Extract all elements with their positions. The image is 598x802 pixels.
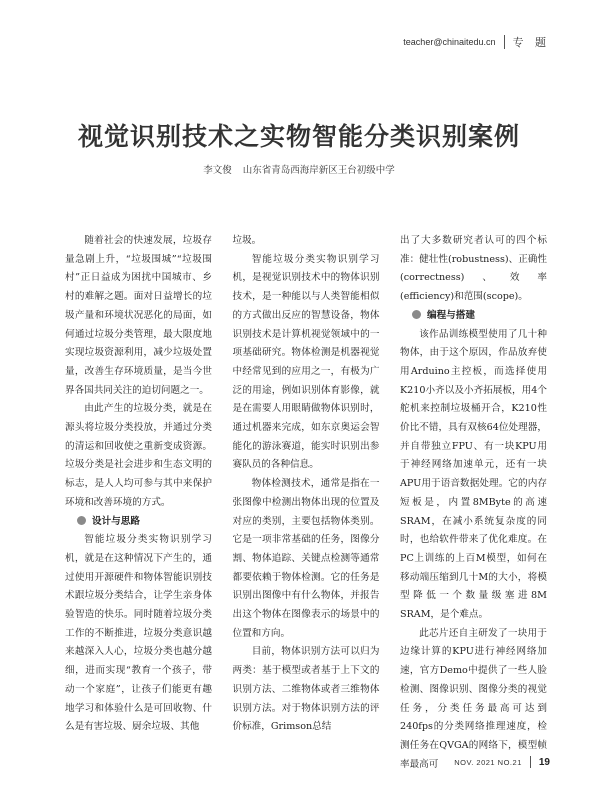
paragraph: 智能垃圾分类实物识别学习机，是视觉识别技术中的物体识别技术，是一种能以与人类智能相似的方式做出反应的智慧设备，物体识别技术是计算机视觉领域中的一项基础研究。物体检测是机器视觉中经常见到的应用之一，有极为广泛的用途，例如识别体育影像，就是在需要人用眼睛做物体识别时，通过机器来完成，如东京奥运会智能化的游泳赛道，能实时识别出参赛队员的各种信息。 (232, 253, 380, 471)
author-affiliation: 山东省青岛西海岸新区王台初级中学 (242, 165, 395, 176)
author-name: 李文俊 (203, 165, 232, 176)
paragraph: 由此产生的垃圾分类，就是在源头将垃圾分类投放，并通过分类的清运和回收使之重新变成资源。垃圾分类是社会进步和生态文明的标志，是人人均可参与其中来保护环境和改善环境的方式。 (65, 403, 212, 508)
paragraph: 物体检测技术，通常是指在一张图像中检测出物体出现的位置及对应的类别，主要包括物体类别。它是一项非常基础的任务，图像分割、物体追踪、关键点检测等通常都要依赖于物体检测。它的任务是识别出图像中有什么物体，并报告出这个物体在图像表示的场景中的位置和方向。 (232, 478, 380, 639)
subheading-programming: 编程与搭建 (400, 307, 547, 326)
bullet-icon (77, 516, 86, 525)
paragraph: 此芯片还自主研发了一块用于边缘计算的KPU进行神经网络加速，官方Demo中提供了一些人脸检测、图像识别、图像分类的视觉任务，分类任务最高可达到240fps的分类网络推理速度，检测任务在QVGA的网络下，模型帧率最高可 (400, 627, 547, 770)
author-line (0, 162, 598, 176)
header-email: teacher@chinaitedu.cn (403, 37, 496, 47)
footer-divider (530, 756, 531, 768)
paragraph: 目前，物体识别方法可以归为两类：基于模型或者基于上下文的识别方法、二维物体或者三维物体识别方法。对于物体识别方法的评价标准，Grimson总结 (232, 646, 380, 733)
article-title: 视觉识别技术之实物智能分类识别案例 (77, 122, 520, 151)
paragraph: 随着社会的快速发展，垃圾存量急剧上升，“垃圾围城”“垃圾围村”正日益成为困扰中国城市、乡村的难解之题。面对日益增长的垃圾产量和环境状况恶化的局面，如何通过垃圾分类管理，最大限度地实现垃圾资源利用，减少垃圾处置量，改善生存环境质量，是当今世界各国共同关注的迫切问题之一。 (65, 235, 212, 396)
paragraph-continued: 垃圾。 (232, 235, 262, 246)
column-3 (400, 232, 547, 774)
page-header (403, 34, 550, 50)
page-number: 19 (538, 756, 550, 768)
page-footer (454, 756, 550, 768)
subheading-design: 设计与思路 (65, 513, 212, 532)
section-label: 专 题 (512, 36, 550, 49)
paragraph: 该作品训练模型使用了几十种物体，由于这个原因，作品放弃使用Arduino主控板，而选择使用K210小齐以及小齐拓展板，用4个舵机来控制垃圾桶开合，K210性价比不错，具有双核64位处理器，并自带独立FPU、有一块KPU用于神经网络加速单元，还有一块APU用于语音数据处理。它的内存短板是，内置8MByte的高速SRAM，在减小系统复杂度的同时，也给软件带来了优化难度。在PC上训练的上百M模型，如何在移动端压缩到几十M的大小，将模型降低一个数量级塞进8M SRAM，是个难点。 (400, 328, 547, 621)
paragraph: 智能垃圾分类实物识别学习机，就是在这种情况下产生的，通过使用开源硬件和物体智能识别技术跟垃圾分类结合，让学生亲身体验智造的快乐。同时随着垃圾分类工作的不断推进，垃圾分类意识越来越深入人心，垃圾分类也越分越细，进而实现“教育一个孩子，带动一个家庭”，让孩子们能更有趣地学习和体验什么是可回收物、什么是有害垃圾、厨余垃圾、其他 (65, 534, 212, 733)
header-divider (504, 35, 505, 49)
column-2 (233, 232, 380, 774)
paragraph-continued: 出了大多数研究者认可的四个标准：健壮性(robustness)、正确性(correctness)、效率(efficiency)和范围(scope)。 (400, 235, 547, 303)
column-1 (65, 232, 212, 774)
issue-label: NOV. 2021 NO.21 (454, 757, 522, 767)
article-body (65, 232, 547, 774)
bullet-icon (412, 310, 421, 319)
